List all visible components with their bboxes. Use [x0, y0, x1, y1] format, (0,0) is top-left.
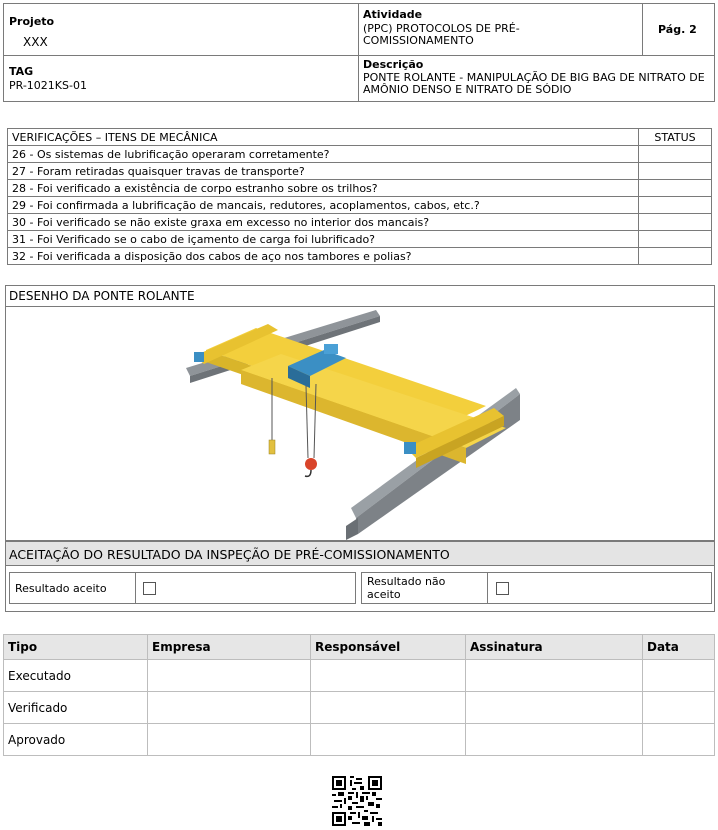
status-cell[interactable]: [639, 163, 712, 180]
assinatura-cell[interactable]: [466, 692, 643, 724]
checklist-item: 26 - Os sistemas de lubrificação operaram corretamente?: [8, 146, 639, 163]
col-empresa: Empresa: [148, 635, 311, 660]
checklist-item: 30 - Foi verificado se não existe graxa em excesso no interior dos mancais?: [8, 214, 639, 231]
crane-drawing: [6, 308, 714, 540]
col-data: Data: [643, 635, 715, 660]
not-accepted-label: Resultado não aceito: [367, 575, 446, 601]
table-row: [8, 231, 712, 248]
row-type: Aprovado: [4, 724, 148, 756]
table-row: [8, 163, 712, 180]
col-assinatura: Assinatura: [466, 635, 643, 660]
status-cell[interactable]: [639, 214, 712, 231]
col-tipo: Tipo: [4, 635, 148, 660]
checklist-header-item: VERIFICAÇÕES – ITENS DE MECÂNICA: [8, 129, 639, 146]
atividade-value: (PPC) PROTOCOLOS DE PRÉ-COMISSIONAMENTO: [363, 22, 520, 47]
status-cell[interactable]: [639, 180, 712, 197]
accepted-divider: [135, 573, 136, 603]
status-cell[interactable]: [639, 248, 712, 265]
empresa-cell[interactable]: [148, 724, 311, 756]
checklist-item: 29 - Foi confirmada a lubrificação de mancais, redutores, acoplamentos, cabos, etc.?: [8, 197, 639, 214]
checklist-item: 31 - Foi Verificado se o cabo de içamento de carga foi lubrificado?: [8, 231, 639, 248]
col-responsavel: Responsável: [311, 635, 466, 660]
assinatura-cell[interactable]: [466, 724, 643, 756]
not-accepted-divider: [487, 573, 488, 603]
descricao-cell: [358, 55, 715, 102]
assinatura-cell[interactable]: [466, 660, 643, 692]
table-row: [4, 660, 715, 692]
row-type: Executado: [4, 660, 148, 692]
acceptance-title-bar: [6, 542, 714, 566]
projeto-value: XXX: [23, 35, 48, 49]
tag-value: PR-1021KS-01: [9, 79, 87, 92]
atividade-cell: [358, 3, 643, 56]
status-cell[interactable]: [639, 197, 712, 214]
projeto-label: Projeto: [9, 15, 55, 28]
table-row: [4, 724, 715, 756]
drawing-title-bar: [6, 286, 714, 307]
checklist-item: 28 - Foi verificado a existência de corpo estranho sobre os trilhos?: [8, 180, 639, 197]
not-accepted-checkbox[interactable]: [496, 582, 509, 595]
acceptance-section: [5, 541, 715, 612]
responsavel-cell[interactable]: [311, 692, 466, 724]
qr-code-icon: [332, 776, 382, 826]
accepted-option: [9, 572, 356, 604]
empresa-cell[interactable]: [148, 692, 311, 724]
table-row: [8, 248, 712, 265]
pagina-label: Pág. 2: [658, 23, 697, 36]
accepted-checkbox[interactable]: [143, 582, 156, 595]
table-row: [8, 214, 712, 231]
trolley-motor: [324, 344, 338, 354]
responsavel-cell[interactable]: [311, 724, 466, 756]
hook-icon: [305, 470, 311, 476]
table-row: [8, 146, 712, 163]
checklist-item: 32 - Foi verificada a disposição dos cabos de aço nos tambores e polias?: [8, 248, 639, 265]
descricao-label: Descrição: [363, 58, 424, 71]
status-cell[interactable]: [639, 231, 712, 248]
drive-motor-front: [404, 442, 416, 454]
table-row: [8, 180, 712, 197]
atividade-label: Atividade: [363, 8, 423, 21]
data-cell[interactable]: [643, 660, 715, 692]
descricao-value: PONTE ROLANTE - MANIPULAÇÃO DE BIG BAG DE NITRATO DE AMÔNIO DENSO E NITRATO DE SÓDIO: [363, 71, 705, 96]
data-cell[interactable]: [643, 692, 715, 724]
drawing-section: [5, 285, 715, 541]
tag-label: TAG: [9, 65, 34, 78]
status-cell[interactable]: [639, 146, 712, 163]
pagina-cell: [642, 3, 715, 56]
checklist-table: [7, 128, 712, 265]
empresa-cell[interactable]: [148, 660, 311, 692]
accepted-label: Resultado aceito: [15, 582, 107, 595]
row-type: Verificado: [4, 692, 148, 724]
checklist-item: 27 - Foram retiradas quaisquer travas de transporte?: [8, 163, 639, 180]
projeto-cell: [3, 3, 359, 56]
table-row: [8, 197, 712, 214]
checklist-header-status: STATUS: [639, 129, 712, 146]
signature-table: [3, 634, 715, 756]
front-rail-flange: [346, 518, 358, 540]
responsavel-cell[interactable]: [311, 660, 466, 692]
pendant-control: [269, 440, 275, 454]
table-row: [4, 692, 715, 724]
hook-block: [305, 458, 317, 470]
drawing-title: DESENHO DA PONTE ROLANTE: [9, 289, 195, 303]
tag-cell: [3, 55, 359, 102]
signature-header-row: [4, 635, 715, 660]
checklist-header-row: [8, 129, 712, 146]
drive-motor-back: [194, 352, 204, 362]
data-cell[interactable]: [643, 724, 715, 756]
not-accepted-option: [361, 572, 712, 604]
acceptance-title: ACEITAÇÃO DO RESULTADO DA INSPEÇÃO DE PRÉ-COMISSIONAMENTO: [9, 547, 450, 562]
